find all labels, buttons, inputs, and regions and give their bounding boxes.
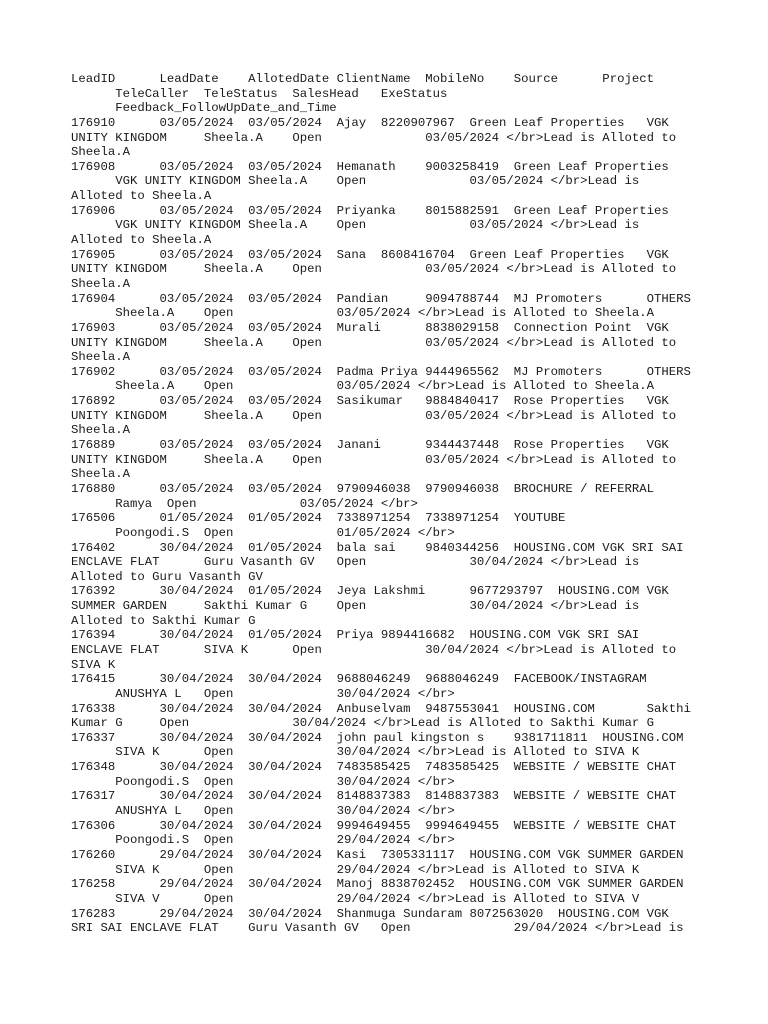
record-line: 176415 30/04/2024 30/04/2024 9688046249 9688046249 FACEBOOK/INSTAGRAM: [71, 672, 647, 687]
record-line: Ramya Open 03/05/2024 </br>: [71, 496, 418, 511]
record-line: 176260 29/04/2024 30/04/2024 Kasi 7305331117 HOUSING.COM VGK SUMMER GARDEN: [71, 847, 684, 862]
record-line: SIVA K: [71, 657, 116, 672]
record-line: 176903 03/05/2024 03/05/2024 Murali 8838029158 Connection Point VGK: [71, 320, 669, 335]
record-line: SUMMER GARDEN Sakthi Kumar G Open 30/04/2024 </br>Lead is: [71, 599, 640, 614]
record-line: 176402 30/04/2024 01/05/2024 bala sai 9840344256 HOUSING.COM VGK SRI SAI: [71, 540, 684, 555]
record-line: 176904 03/05/2024 03/05/2024 Pandian 9094788744 MJ Promoters OTHERS: [71, 291, 691, 306]
record-line: 176392 30/04/2024 01/05/2024 Jeya Lakshmi 9677293797 HOUSING.COM VGK: [71, 584, 669, 599]
record-line: UNITY KINGDOM Sheela.A Open 03/05/2024 </br>Lead is Alloted to: [71, 452, 677, 467]
record-line: Sheela.A: [71, 423, 131, 438]
header-line: TeleCaller TeleStatus SalesHead ExeStatus: [71, 86, 448, 101]
header-line: LeadID LeadDate AllotedDate ClientName MobileNo Source Project: [71, 72, 654, 86]
record-line: Alloted to Sakthi Kumar G: [71, 613, 256, 628]
record-line: UNITY KINGDOM Sheela.A Open 03/05/2024 </br>Lead is Alloted to: [71, 408, 677, 423]
record-line: 176317 30/04/2024 30/04/2024 8148837383 8148837383 WEBSITE / WEBSITE CHAT: [71, 789, 677, 804]
record-line: Alloted to Sheela.A: [71, 233, 212, 248]
record-line: 176906 03/05/2024 03/05/2024 Priyanka 8015882591 Green Leaf Properties: [71, 203, 669, 218]
record-line: Alloted to Guru Vasanth GV: [71, 569, 263, 584]
record-line: Sheela.A: [71, 145, 131, 160]
record-line: VGK UNITY KINGDOM Sheela.A Open 03/05/2024 </br>Lead is: [71, 174, 640, 189]
record-line: Poongodi.S Open 30/04/2024 </br>: [71, 774, 455, 789]
record-line: VGK UNITY KINGDOM Sheela.A Open 03/05/2024 </br>Lead is: [71, 218, 640, 233]
document-page: [71, 72, 699, 936]
record-line: 176506 01/05/2024 01/05/2024 7338971254 7338971254 YOUTUBE: [71, 511, 566, 526]
record-line: 176283 29/04/2024 30/04/2024 Shanmuga Sundaram 8072563020 HOUSING.COM VGK: [71, 906, 669, 921]
record-line: 176902 03/05/2024 03/05/2024 Padma Priya 9444965562 MJ Promoters OTHERS: [71, 364, 691, 379]
record-line: UNITY KINGDOM Sheela.A Open 03/05/2024 </br>Lead is Alloted to: [71, 335, 677, 350]
record-line: 176910 03/05/2024 03/05/2024 Ajay 8220907967 Green Leaf Properties VGK: [71, 115, 669, 130]
record-line: Sheela.A Open 03/05/2024 </br>Lead is Alloted to Sheela.A: [71, 306, 654, 321]
record-line: Alloted to Sheela.A: [71, 189, 212, 204]
record-line: ANUSHYA L Open 30/04/2024 </br>: [71, 686, 455, 701]
record-line: Sheela.A: [71, 350, 131, 365]
record-line: ANUSHYA L Open 30/04/2024 </br>: [71, 804, 455, 819]
record-line: Poongodi.S Open 01/05/2024 </br>: [71, 525, 455, 540]
record-line: Sheela.A: [71, 276, 131, 291]
record-line: 176348 30/04/2024 30/04/2024 7483585425 7483585425 WEBSITE / WEBSITE CHAT: [71, 760, 677, 775]
record-line: Kumar G Open 30/04/2024 </br>Lead is Alloted to Sakthi Kumar G: [71, 716, 654, 731]
record-line: 176892 03/05/2024 03/05/2024 Sasikumar 9884840417 Rose Properties VGK: [71, 394, 669, 409]
record-line: Poongodi.S Open 29/04/2024 </br>: [71, 833, 455, 848]
record-line: Sheela.A: [71, 467, 131, 482]
record-line: 176337 30/04/2024 30/04/2024 john paul kingston s 9381711811 HOUSING.COM: [71, 730, 684, 745]
record-line: 176889 03/05/2024 03/05/2024 Janani 9344437448 Rose Properties VGK: [71, 438, 669, 453]
record-line: Sheela.A Open 03/05/2024 </br>Lead is Alloted to Sheela.A: [71, 379, 654, 394]
record-line: 176905 03/05/2024 03/05/2024 Sana 8608416704 Green Leaf Properties VGK: [71, 247, 669, 262]
record-line: 176394 30/04/2024 01/05/2024 Priya 9894416682 HOUSING.COM VGK SRI SAI: [71, 628, 640, 643]
record-line: SIVA K Open 30/04/2024 </br>Lead is Alloted to SIVA K: [71, 745, 640, 760]
record-line: SIVA V Open 29/04/2024 </br>Lead is Alloted to SIVA V: [71, 891, 640, 906]
record-line: 176880 03/05/2024 03/05/2024 9790946038 9790946038 BROCHURE / REFERRAL: [71, 481, 654, 496]
record-line: ENCLAVE FLAT Guru Vasanth GV Open 30/04/2024 </br>Lead is: [71, 555, 640, 570]
record-line: 176338 30/04/2024 30/04/2024 Anbuselvam 9487553041 HOUSING.COM Sakthi: [71, 701, 691, 716]
record-line: UNITY KINGDOM Sheela.A Open 03/05/2024 </br>Lead is Alloted to: [71, 130, 677, 145]
record-line: 176306 30/04/2024 30/04/2024 9994649455 9994649455 WEBSITE / WEBSITE CHAT: [71, 818, 677, 833]
record-line: 176258 29/04/2024 30/04/2024 Manoj 8838702452 HOUSING.COM VGK SUMMER GARDEN: [71, 877, 684, 892]
header-line: Feedback_FollowUpDate_and_Time: [71, 101, 337, 116]
record-line: ENCLAVE FLAT SIVA K Open 30/04/2024 </br>Lead is Alloted to: [71, 642, 677, 657]
record-line: UNITY KINGDOM Sheela.A Open 03/05/2024 </br>Lead is Alloted to: [71, 262, 677, 277]
record-line: 176908 03/05/2024 03/05/2024 Hemanath 9003258419 Green Leaf Properties: [71, 159, 669, 174]
record-line: SRI SAI ENCLAVE FLAT Guru Vasanth GV Open 29/04/2024 </br>Lead is: [71, 921, 684, 936]
record-line: SIVA K Open 29/04/2024 </br>Lead is Alloted to SIVA K: [71, 862, 640, 877]
